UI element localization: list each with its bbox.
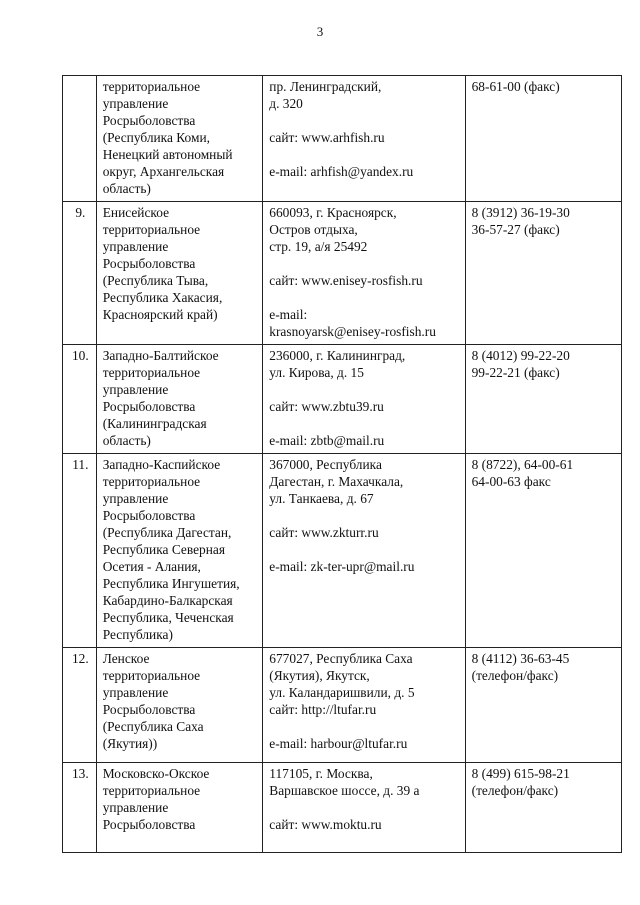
email-line: e-mail: zbtb@mail.ru — [269, 433, 385, 448]
agency-name-line: Республика) — [102, 627, 173, 642]
phone-cell — [465, 648, 621, 763]
phone-line: 8 (8722), 64-00-61 — [471, 457, 574, 472]
agency-name-line: Республика Хакасия, — [102, 290, 223, 305]
agency-name-line: округ, Архангельская — [102, 164, 225, 179]
agency-name-line: Енисейское — [102, 205, 170, 220]
phone-line: 36-57-27 (факс) — [471, 222, 560, 237]
table-row — [63, 345, 622, 454]
agency-name-line: территориальное — [102, 365, 201, 380]
agency-name-line: территориальное — [102, 222, 201, 237]
agency-name-cell — [96, 763, 263, 853]
row-number: 13. — [63, 763, 97, 853]
phone-cell — [465, 76, 621, 202]
phone-line: (телефон/факс) — [471, 783, 559, 798]
address-line: пр. Ленинградский, — [269, 79, 382, 94]
agency-name-line: управление — [102, 800, 169, 815]
agency-name-line: Московско-Окское — [102, 766, 210, 781]
table-row — [63, 76, 622, 202]
agency-name-line: Республика Ингушетия, — [102, 576, 240, 591]
agency-name-line: Западно-Балтийское — [102, 348, 219, 363]
agency-name-cell — [96, 202, 263, 345]
address-line: ул. Танкаева, д. 67 — [269, 491, 374, 506]
agency-name-line: Росрыболовства — [102, 399, 196, 414]
address-line: 236000, г. Калининград, — [269, 348, 406, 363]
website-text: сайт: www.enisey-rosfish.ru — [269, 273, 423, 288]
phone-line: (телефон/факс) — [471, 668, 559, 683]
address-cell — [263, 202, 465, 345]
agency-name-line: управление — [102, 685, 169, 700]
row-number: 11. — [63, 454, 97, 648]
row-number: 12. — [63, 648, 97, 763]
phone-line: 8 (499) 615-98-21 — [471, 766, 570, 781]
agency-name-line: (Калининградская — [102, 416, 207, 431]
agency-name-line: управление — [102, 382, 169, 397]
address-line: д. 320 — [269, 96, 303, 111]
agency-name-line: (Республика Саха — [102, 719, 204, 734]
agency-name-line: Республика, Чеченская — [102, 610, 234, 625]
table-row — [63, 763, 622, 853]
agency-name-line: Росрыболовства — [102, 256, 196, 271]
address-cell — [263, 76, 465, 202]
phone-line: 64-00-63 факс — [471, 474, 551, 489]
fisheries-agencies-table — [62, 75, 622, 853]
address-line: 677027, Республика Саха — [269, 651, 413, 666]
email-line: e-mail: — [269, 307, 308, 322]
row-number: 9. — [63, 202, 97, 345]
agency-name-line: управление — [102, 491, 169, 506]
agency-name-line: Республика Северная — [102, 542, 226, 557]
agency-name-line: управление — [102, 239, 169, 254]
phone-line: 8 (4012) 99-22-20 — [471, 348, 570, 363]
address-cell — [263, 454, 465, 648]
website-text: сайт: www.moktu.ru — [269, 817, 382, 832]
agency-name-line: (Республика Тыва, — [102, 273, 209, 288]
phone-cell — [465, 763, 621, 853]
address-line: Варшавское шоссе, д. 39 а — [269, 783, 420, 798]
email-line: e-mail: arhfish@yandex.ru — [269, 164, 414, 179]
agency-name-line: область) — [102, 433, 151, 448]
address-line: 367000, Республика — [269, 457, 382, 472]
address-cell — [263, 345, 465, 454]
agency-name-cell — [96, 454, 263, 648]
email-line: krasnoyarsk@enisey-rosfish.ru — [269, 324, 436, 339]
agency-name-line: Росрыболовства — [102, 817, 196, 832]
phone-cell — [465, 202, 621, 345]
website-text: сайт: www.zbtu39.ru — [269, 399, 384, 414]
phone-line: 99-22-21 (факс) — [471, 365, 560, 380]
agency-name-cell — [96, 648, 263, 763]
agency-name-line: (Якутия)) — [102, 736, 158, 751]
address-line: стр. 19, а/я 25492 — [269, 239, 368, 254]
agency-name-line: Росрыболовства — [102, 702, 196, 717]
row-number — [63, 76, 97, 202]
phone-cell — [465, 454, 621, 648]
agency-name-line: Росрыболовства — [102, 113, 196, 128]
address-line: (Якутия), Якутск, — [269, 668, 370, 683]
email-line: e-mail: harbour@ltufar.ru — [269, 736, 408, 751]
email-line: e-mail: zk-ter-upr@mail.ru — [269, 559, 415, 574]
agency-name-line: Осетия - Алания, — [102, 559, 201, 574]
phone-cell — [465, 345, 621, 454]
agency-name-line: Росрыболовства — [102, 508, 196, 523]
agency-name-line: Ленское — [102, 651, 150, 666]
page-number: 3 — [316, 24, 324, 39]
agency-name-line: область) — [102, 181, 151, 196]
address-line: Остров отдыха, — [269, 222, 358, 237]
agency-name-line: территориальное — [102, 474, 201, 489]
website-text: сайт: www.zkturr.ru — [269, 525, 379, 540]
agency-name-line: территориальное — [102, 668, 201, 683]
address-line: ул. Каландаришвили, д. 5 — [269, 685, 415, 700]
address-line: 660093, г. Красноярск, — [269, 205, 397, 220]
agency-name-line: территориальное — [102, 79, 201, 94]
phone-line: 68-61-00 (факс) — [471, 79, 560, 94]
agency-name-line: Красноярский край) — [102, 307, 218, 322]
address-cell — [263, 763, 465, 853]
row-number: 10. — [63, 345, 97, 454]
website-text: сайт: www.arhfish.ru — [269, 130, 385, 145]
agency-name-line: управление — [102, 96, 169, 111]
table-row — [63, 202, 622, 345]
address-line: Дагестан, г. Махачкала, — [269, 474, 404, 489]
agency-name-line: (Республика Коми, — [102, 130, 210, 145]
agency-name-line: территориальное — [102, 783, 201, 798]
agency-name-line: Западно-Каспийское — [102, 457, 221, 472]
address-line: ул. Кирова, д. 15 — [269, 365, 364, 380]
table-row — [63, 454, 622, 648]
address-line: 117105, г. Москва, — [269, 766, 373, 781]
phone-line: 8 (3912) 36-19-30 — [471, 205, 570, 220]
agency-name-line: Ненецкий автономный — [102, 147, 233, 162]
address-line: сайт: http://ltufar.ru — [269, 702, 377, 717]
agency-name-cell — [96, 76, 263, 202]
address-cell — [263, 648, 465, 763]
agency-name-line: Кабардино-Балкарская — [102, 593, 233, 608]
agency-name-line: (Республика Дагестан, — [102, 525, 232, 540]
agency-name-cell — [96, 345, 263, 454]
table-row — [63, 648, 622, 763]
phone-line: 8 (4112) 36-63-45 — [471, 651, 570, 666]
